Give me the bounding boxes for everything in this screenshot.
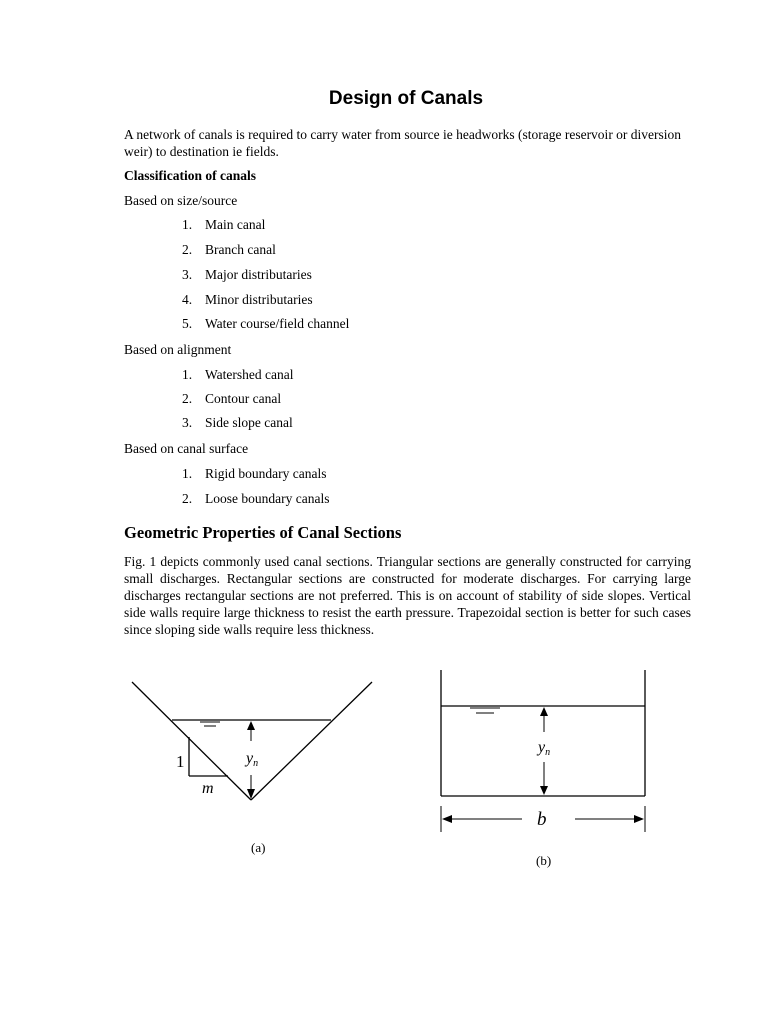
group-label-size-source: Based on size/source	[124, 193, 238, 208]
group-label-canal-surface: Based on canal surface	[124, 441, 249, 456]
list-item: 1. Main canal	[182, 217, 266, 232]
depth-label-b: yn	[538, 739, 551, 758]
width-label: b	[537, 809, 547, 830]
caption-a: (a)	[251, 840, 266, 855]
list-item: 3. Major distributaries	[182, 267, 312, 282]
list-item: 2. Branch canal	[182, 242, 276, 257]
triangular-section	[132, 682, 372, 800]
list-item: 1. Rigid boundary canals	[182, 466, 327, 481]
depth-arrow-head-up	[247, 721, 255, 730]
triangle-left-side	[132, 682, 251, 800]
list-item: 5. Water course/field channel	[182, 316, 350, 331]
width-arrow-head-left	[442, 815, 452, 823]
geometric-paragraph: Fig. 1 depicts commonly used canal sections. Triangular sections are generally constructed for carrying small discharges. Rectangular sections are constructed for moderate discharges. For carrying large discharges rectangular sections are not preferred. This is on account of stability of side slopes. Vertical side walls require large thickness to resist the earth pressure. Trapezoidal section is better for such cases since sloping side walls require less thickness.	[124, 554, 691, 637]
slope-run-label: m	[202, 780, 214, 797]
intro-paragraph: A network of canals is required to carry water from source ie headworks (storage reservoir or diversion weir) to destination ie fields.	[124, 127, 682, 159]
list-item: 2. Loose boundary canals	[182, 491, 330, 506]
group-label-alignment: Based on alignment	[124, 342, 232, 357]
depth-label-a: yn	[246, 750, 259, 769]
triangle-right-side	[251, 682, 372, 800]
width-arrow-head-right	[634, 815, 644, 823]
classification-heading: Classification of canals	[124, 168, 257, 183]
list-item: 2. Contour canal	[182, 391, 282, 406]
geometric-heading: Geometric Properties of Canal Sections	[124, 523, 402, 542]
page-title: Design of Canals	[328, 88, 484, 109]
depth-arrow-head-up	[540, 707, 548, 716]
slope-rise-label: 1	[176, 752, 185, 771]
depth-arrow-head-down	[540, 786, 548, 795]
caption-b: (b)	[536, 853, 552, 868]
list-item: 3. Side slope canal	[182, 415, 293, 430]
list-item: 4. Minor distributaries	[182, 292, 313, 307]
list-item: 1. Watershed canal	[182, 367, 294, 382]
